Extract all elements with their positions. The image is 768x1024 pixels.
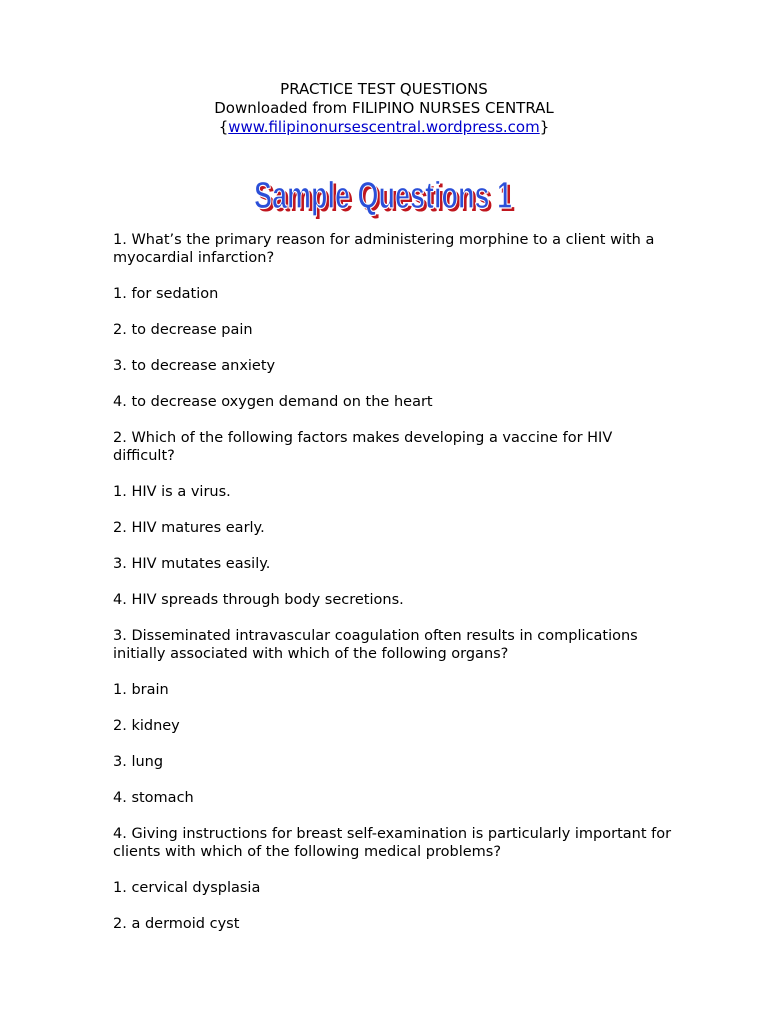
answer-option: 1. for sedation <box>113 286 219 302</box>
answer-option: 3. lung <box>113 754 164 770</box>
question-text: 4. Giving instructions for breast self-examination is particularly important for clients with which of the following medical problems? <box>113 826 672 860</box>
answer-option: 1. HIV is a virus. <box>113 484 231 500</box>
sample-questions-banner <box>254 166 524 222</box>
answer-option: 3. to decrease anxiety <box>113 358 276 374</box>
banner-text: Sample Questions 1 <box>254 175 512 217</box>
question-text: 3. Disseminated intravascular coagulation often results in complications initially associated with which of the following organs? <box>113 628 638 662</box>
questions-body <box>113 231 673 951</box>
answer-option: 2. HIV matures early. <box>113 520 265 536</box>
brace-close: } <box>539 118 550 136</box>
answer-option: 2. a dermoid cyst <box>113 916 240 932</box>
answer-option: 3. HIV mutates easily. <box>113 556 271 572</box>
question-text: 1. What’s the primary reason for administering morphine to a client with a myocardial infarction? <box>113 232 655 266</box>
answer-option: 4. HIV spreads through body secretions. <box>113 592 404 608</box>
question-text: 2. Which of the following factors makes developing a vaccine for HIV difficult? <box>113 430 613 464</box>
answer-option: 2. to decrease pain <box>113 322 253 338</box>
brace-open: { <box>218 118 229 136</box>
answer-option: 4. stomach <box>113 790 194 806</box>
website-link[interactable]: www.filipinonursescentral.wordpress.com <box>228 118 540 136</box>
document-header <box>0 80 768 137</box>
answer-option: 4. to decrease oxygen demand on the heart <box>113 394 433 410</box>
answer-option: 1. brain <box>113 682 169 698</box>
header-source: Downloaded from FILIPINO NURSES CENTRAL <box>214 99 554 117</box>
answer-option: 2. kidney <box>113 718 180 734</box>
banner-shadow-text: Sample Questions 1 <box>257 178 515 220</box>
header-link-line <box>0 118 768 137</box>
answer-option: 1. cervical dysplasia <box>113 880 261 896</box>
header-title: PRACTICE TEST QUESTIONS <box>280 80 488 98</box>
